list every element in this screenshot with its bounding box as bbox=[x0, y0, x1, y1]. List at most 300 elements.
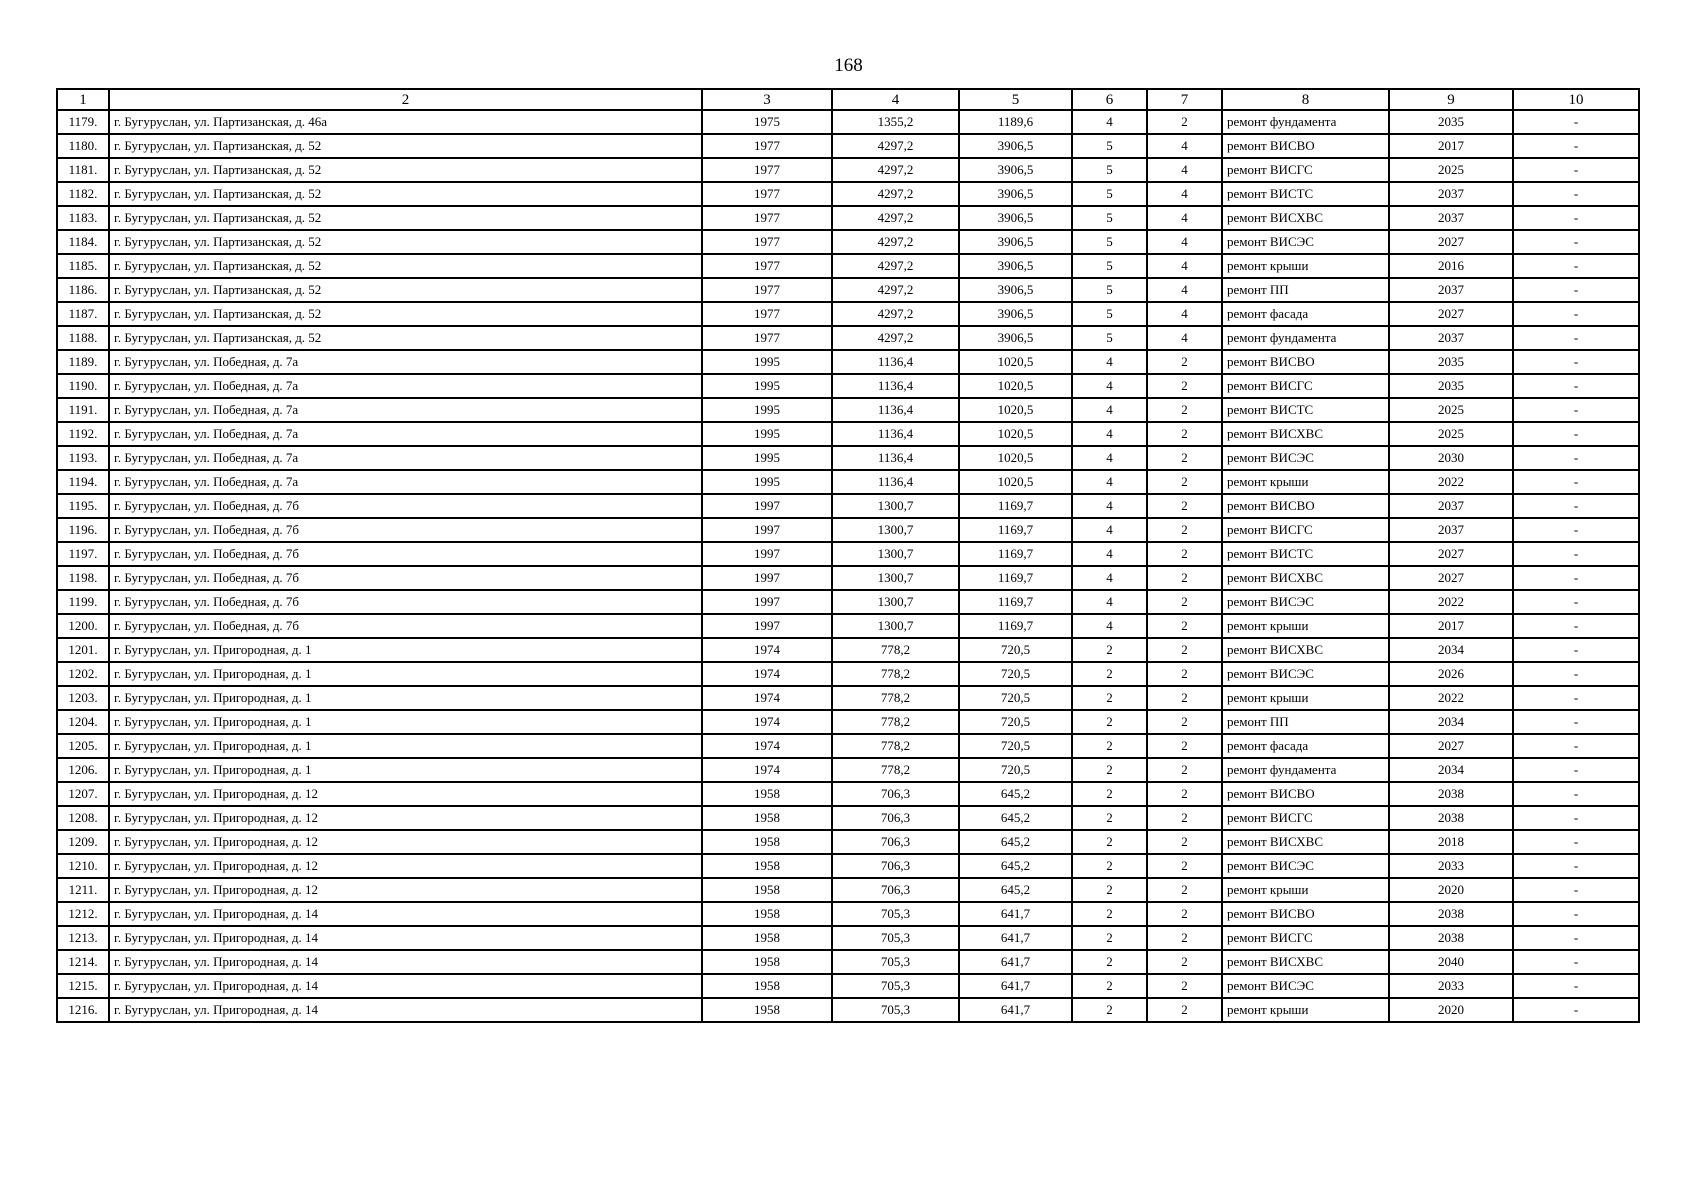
total-area-cell: 1300,7 bbox=[832, 494, 959, 518]
planned-year-cell: 2035 bbox=[1389, 110, 1513, 134]
total-area-cell: 1136,4 bbox=[832, 374, 959, 398]
floors-cell: 5 bbox=[1072, 134, 1147, 158]
note-cell: - bbox=[1513, 662, 1639, 686]
total-area-cell: 1300,7 bbox=[832, 590, 959, 614]
year-cell: 1995 bbox=[702, 446, 832, 470]
address-cell: г. Бугуруслан, ул. Партизанская, д. 52 bbox=[109, 230, 702, 254]
row-number-cell: 1211. bbox=[57, 878, 109, 902]
year-cell: 1997 bbox=[702, 518, 832, 542]
entrances-cell: 2 bbox=[1147, 422, 1222, 446]
entrances-cell: 4 bbox=[1147, 326, 1222, 350]
row-number-cell: 1210. bbox=[57, 854, 109, 878]
address-cell: г. Бугуруслан, ул. Пригородная, д. 14 bbox=[109, 950, 702, 974]
entrances-cell: 2 bbox=[1147, 926, 1222, 950]
total-area-cell: 706,3 bbox=[832, 782, 959, 806]
note-cell: - bbox=[1513, 398, 1639, 422]
table-row bbox=[57, 806, 1639, 830]
planned-year-cell: 2037 bbox=[1389, 518, 1513, 542]
address-cell: г. Бугуруслан, ул. Пригородная, д. 12 bbox=[109, 830, 702, 854]
work-type-cell: ремонт ВИСГС bbox=[1222, 518, 1389, 542]
table-row bbox=[57, 662, 1639, 686]
table-row bbox=[57, 230, 1639, 254]
column-header: 6 bbox=[1072, 89, 1147, 110]
year-cell: 1958 bbox=[702, 806, 832, 830]
year-cell: 1958 bbox=[702, 854, 832, 878]
entrances-cell: 2 bbox=[1147, 734, 1222, 758]
table-row bbox=[57, 926, 1639, 950]
table-row bbox=[57, 902, 1639, 926]
year-cell: 1995 bbox=[702, 398, 832, 422]
planned-year-cell: 2027 bbox=[1389, 542, 1513, 566]
total-area-cell: 1300,7 bbox=[832, 566, 959, 590]
living-area-cell: 1020,5 bbox=[959, 446, 1072, 470]
total-area-cell: 1355,2 bbox=[832, 110, 959, 134]
planned-year-cell: 2025 bbox=[1389, 398, 1513, 422]
entrances-cell: 2 bbox=[1147, 782, 1222, 806]
note-cell: - bbox=[1513, 518, 1639, 542]
floors-cell: 5 bbox=[1072, 182, 1147, 206]
planned-year-cell: 2034 bbox=[1389, 638, 1513, 662]
address-cell: г. Бугуруслан, ул. Победная, д. 7а bbox=[109, 446, 702, 470]
planned-year-cell: 2037 bbox=[1389, 182, 1513, 206]
address-cell: г. Бугуруслан, ул. Победная, д. 7б bbox=[109, 494, 702, 518]
row-number-cell: 1194. bbox=[57, 470, 109, 494]
row-number-cell: 1201. bbox=[57, 638, 109, 662]
table-row bbox=[57, 398, 1639, 422]
year-cell: 1958 bbox=[702, 974, 832, 998]
row-number-cell: 1198. bbox=[57, 566, 109, 590]
floors-cell: 4 bbox=[1072, 446, 1147, 470]
work-type-cell: ремонт ВИСВО bbox=[1222, 902, 1389, 926]
floors-cell: 2 bbox=[1072, 806, 1147, 830]
note-cell: - bbox=[1513, 206, 1639, 230]
entrances-cell: 2 bbox=[1147, 830, 1222, 854]
table-row bbox=[57, 854, 1639, 878]
note-cell: - bbox=[1513, 158, 1639, 182]
planned-year-cell: 2026 bbox=[1389, 662, 1513, 686]
floors-cell: 2 bbox=[1072, 662, 1147, 686]
work-type-cell: ремонт ВИСТС bbox=[1222, 542, 1389, 566]
entrances-cell: 2 bbox=[1147, 638, 1222, 662]
living-area-cell: 720,5 bbox=[959, 710, 1072, 734]
living-area-cell: 1169,7 bbox=[959, 518, 1072, 542]
work-type-cell: ремонт фундамента bbox=[1222, 110, 1389, 134]
living-area-cell: 1169,7 bbox=[959, 542, 1072, 566]
work-type-cell: ремонт ПП bbox=[1222, 710, 1389, 734]
total-area-cell: 1136,4 bbox=[832, 446, 959, 470]
table-row bbox=[57, 614, 1639, 638]
entrances-cell: 4 bbox=[1147, 278, 1222, 302]
note-cell: - bbox=[1513, 926, 1639, 950]
floors-cell: 4 bbox=[1072, 566, 1147, 590]
entrances-cell: 4 bbox=[1147, 206, 1222, 230]
planned-year-cell: 2027 bbox=[1389, 302, 1513, 326]
note-cell: - bbox=[1513, 566, 1639, 590]
row-number-cell: 1189. bbox=[57, 350, 109, 374]
note-cell: - bbox=[1513, 614, 1639, 638]
floors-cell: 4 bbox=[1072, 494, 1147, 518]
planned-year-cell: 2017 bbox=[1389, 134, 1513, 158]
data-table bbox=[56, 88, 1640, 1023]
table-row bbox=[57, 470, 1639, 494]
total-area-cell: 4297,2 bbox=[832, 278, 959, 302]
floors-cell: 2 bbox=[1072, 878, 1147, 902]
year-cell: 1977 bbox=[702, 254, 832, 278]
planned-year-cell: 2027 bbox=[1389, 230, 1513, 254]
living-area-cell: 641,7 bbox=[959, 974, 1072, 998]
row-number-cell: 1214. bbox=[57, 950, 109, 974]
address-cell: г. Бугуруслан, ул. Победная, д. 7а bbox=[109, 422, 702, 446]
living-area-cell: 720,5 bbox=[959, 734, 1072, 758]
address-cell: г. Бугуруслан, ул. Пригородная, д. 1 bbox=[109, 710, 702, 734]
column-header: 5 bbox=[959, 89, 1072, 110]
table-row bbox=[57, 302, 1639, 326]
address-cell: г. Бугуруслан, ул. Пригородная, д. 1 bbox=[109, 662, 702, 686]
year-cell: 1997 bbox=[702, 614, 832, 638]
total-area-cell: 706,3 bbox=[832, 806, 959, 830]
year-cell: 1997 bbox=[702, 566, 832, 590]
living-area-cell: 3906,5 bbox=[959, 158, 1072, 182]
note-cell: - bbox=[1513, 254, 1639, 278]
work-type-cell: ремонт ВИСХВС bbox=[1222, 422, 1389, 446]
entrances-cell: 4 bbox=[1147, 158, 1222, 182]
entrances-cell: 2 bbox=[1147, 950, 1222, 974]
work-type-cell: ремонт ПП bbox=[1222, 278, 1389, 302]
total-area-cell: 778,2 bbox=[832, 758, 959, 782]
floors-cell: 2 bbox=[1072, 854, 1147, 878]
year-cell: 1974 bbox=[702, 686, 832, 710]
total-area-cell: 4297,2 bbox=[832, 158, 959, 182]
row-number-cell: 1202. bbox=[57, 662, 109, 686]
address-cell: г. Бугуруслан, ул. Пригородная, д. 14 bbox=[109, 974, 702, 998]
note-cell: - bbox=[1513, 830, 1639, 854]
table-row bbox=[57, 326, 1639, 350]
total-area-cell: 778,2 bbox=[832, 638, 959, 662]
address-cell: г. Бугуруслан, ул. Победная, д. 7б bbox=[109, 518, 702, 542]
row-number-cell: 1188. bbox=[57, 326, 109, 350]
table-row bbox=[57, 998, 1639, 1022]
work-type-cell: ремонт ВИСЭС bbox=[1222, 662, 1389, 686]
total-area-cell: 706,3 bbox=[832, 830, 959, 854]
entrances-cell: 2 bbox=[1147, 614, 1222, 638]
living-area-cell: 1020,5 bbox=[959, 350, 1072, 374]
entrances-cell: 4 bbox=[1147, 302, 1222, 326]
planned-year-cell: 2037 bbox=[1389, 206, 1513, 230]
work-type-cell: ремонт фасада bbox=[1222, 734, 1389, 758]
column-header: 9 bbox=[1389, 89, 1513, 110]
living-area-cell: 3906,5 bbox=[959, 326, 1072, 350]
row-number-cell: 1213. bbox=[57, 926, 109, 950]
table-row bbox=[57, 758, 1639, 782]
year-cell: 1977 bbox=[702, 302, 832, 326]
floors-cell: 4 bbox=[1072, 518, 1147, 542]
note-cell: - bbox=[1513, 542, 1639, 566]
floors-cell: 2 bbox=[1072, 782, 1147, 806]
living-area-cell: 641,7 bbox=[959, 998, 1072, 1022]
column-header: 2 bbox=[109, 89, 702, 110]
note-cell: - bbox=[1513, 230, 1639, 254]
year-cell: 1974 bbox=[702, 710, 832, 734]
note-cell: - bbox=[1513, 302, 1639, 326]
year-cell: 1958 bbox=[702, 830, 832, 854]
total-area-cell: 778,2 bbox=[832, 686, 959, 710]
total-area-cell: 4297,2 bbox=[832, 182, 959, 206]
planned-year-cell: 2020 bbox=[1389, 878, 1513, 902]
work-type-cell: ремонт крыши bbox=[1222, 998, 1389, 1022]
row-number-cell: 1184. bbox=[57, 230, 109, 254]
row-number-cell: 1182. bbox=[57, 182, 109, 206]
note-cell: - bbox=[1513, 878, 1639, 902]
row-number-cell: 1205. bbox=[57, 734, 109, 758]
year-cell: 1958 bbox=[702, 926, 832, 950]
work-type-cell: ремонт крыши bbox=[1222, 614, 1389, 638]
planned-year-cell: 2034 bbox=[1389, 710, 1513, 734]
work-type-cell: ремонт ВИСЭС bbox=[1222, 446, 1389, 470]
total-area-cell: 706,3 bbox=[832, 854, 959, 878]
entrances-cell: 2 bbox=[1147, 566, 1222, 590]
living-area-cell: 1020,5 bbox=[959, 422, 1072, 446]
total-area-cell: 778,2 bbox=[832, 734, 959, 758]
living-area-cell: 3906,5 bbox=[959, 230, 1072, 254]
year-cell: 1977 bbox=[702, 134, 832, 158]
year-cell: 1977 bbox=[702, 182, 832, 206]
address-cell: г. Бугуруслан, ул. Пригородная, д. 14 bbox=[109, 902, 702, 926]
floors-cell: 4 bbox=[1072, 374, 1147, 398]
year-cell: 1958 bbox=[702, 878, 832, 902]
floors-cell: 2 bbox=[1072, 686, 1147, 710]
living-area-cell: 3906,5 bbox=[959, 254, 1072, 278]
note-cell: - bbox=[1513, 326, 1639, 350]
planned-year-cell: 2040 bbox=[1389, 950, 1513, 974]
work-type-cell: ремонт крыши bbox=[1222, 878, 1389, 902]
year-cell: 1977 bbox=[702, 326, 832, 350]
row-number-cell: 1216. bbox=[57, 998, 109, 1022]
address-cell: г. Бугуруслан, ул. Пригородная, д. 12 bbox=[109, 782, 702, 806]
address-cell: г. Бугуруслан, ул. Победная, д. 7а bbox=[109, 374, 702, 398]
table-row bbox=[57, 686, 1639, 710]
planned-year-cell: 2037 bbox=[1389, 494, 1513, 518]
entrances-cell: 2 bbox=[1147, 446, 1222, 470]
total-area-cell: 1136,4 bbox=[832, 470, 959, 494]
entrances-cell: 4 bbox=[1147, 254, 1222, 278]
work-type-cell: ремонт ВИСГС bbox=[1222, 806, 1389, 830]
address-cell: г. Бугуруслан, ул. Победная, д. 7а bbox=[109, 350, 702, 374]
planned-year-cell: 2022 bbox=[1389, 686, 1513, 710]
note-cell: - bbox=[1513, 686, 1639, 710]
floors-cell: 2 bbox=[1072, 830, 1147, 854]
living-area-cell: 1169,7 bbox=[959, 566, 1072, 590]
year-cell: 1977 bbox=[702, 278, 832, 302]
floors-cell: 4 bbox=[1072, 350, 1147, 374]
header-row bbox=[57, 89, 1639, 110]
entrances-cell: 2 bbox=[1147, 686, 1222, 710]
planned-year-cell: 2038 bbox=[1389, 806, 1513, 830]
table-row bbox=[57, 710, 1639, 734]
year-cell: 1995 bbox=[702, 374, 832, 398]
address-cell: г. Бугуруслан, ул. Пригородная, д. 1 bbox=[109, 734, 702, 758]
floors-cell: 2 bbox=[1072, 974, 1147, 998]
table-row bbox=[57, 110, 1639, 134]
floors-cell: 2 bbox=[1072, 998, 1147, 1022]
year-cell: 1958 bbox=[702, 998, 832, 1022]
note-cell: - bbox=[1513, 902, 1639, 926]
year-cell: 1974 bbox=[702, 734, 832, 758]
entrances-cell: 2 bbox=[1147, 518, 1222, 542]
floors-cell: 2 bbox=[1072, 950, 1147, 974]
year-cell: 1974 bbox=[702, 662, 832, 686]
planned-year-cell: 2037 bbox=[1389, 278, 1513, 302]
address-cell: г. Бугуруслан, ул. Пригородная, д. 12 bbox=[109, 878, 702, 902]
planned-year-cell: 2017 bbox=[1389, 614, 1513, 638]
column-header: 7 bbox=[1147, 89, 1222, 110]
total-area-cell: 1300,7 bbox=[832, 518, 959, 542]
living-area-cell: 645,2 bbox=[959, 806, 1072, 830]
row-number-cell: 1180. bbox=[57, 134, 109, 158]
floors-cell: 4 bbox=[1072, 398, 1147, 422]
year-cell: 1958 bbox=[702, 902, 832, 926]
table-row bbox=[57, 182, 1639, 206]
living-area-cell: 3906,5 bbox=[959, 302, 1072, 326]
page-number: 168 bbox=[834, 55, 863, 76]
total-area-cell: 706,3 bbox=[832, 878, 959, 902]
note-cell: - bbox=[1513, 806, 1639, 830]
note-cell: - bbox=[1513, 782, 1639, 806]
floors-cell: 2 bbox=[1072, 902, 1147, 926]
living-area-cell: 1169,7 bbox=[959, 494, 1072, 518]
living-area-cell: 1020,5 bbox=[959, 398, 1072, 422]
entrances-cell: 4 bbox=[1147, 230, 1222, 254]
table-row bbox=[57, 950, 1639, 974]
planned-year-cell: 2035 bbox=[1389, 374, 1513, 398]
planned-year-cell: 2025 bbox=[1389, 422, 1513, 446]
floors-cell: 4 bbox=[1072, 110, 1147, 134]
table-row bbox=[57, 878, 1639, 902]
work-type-cell: ремонт ВИСХВС bbox=[1222, 206, 1389, 230]
address-cell: г. Бугуруслан, ул. Победная, д. 7б bbox=[109, 566, 702, 590]
planned-year-cell: 2018 bbox=[1389, 830, 1513, 854]
note-cell: - bbox=[1513, 494, 1639, 518]
row-number-cell: 1207. bbox=[57, 782, 109, 806]
floors-cell: 2 bbox=[1072, 758, 1147, 782]
floors-cell: 2 bbox=[1072, 734, 1147, 758]
work-type-cell: ремонт ВИСТС bbox=[1222, 398, 1389, 422]
floors-cell: 4 bbox=[1072, 590, 1147, 614]
planned-year-cell: 2022 bbox=[1389, 470, 1513, 494]
total-area-cell: 778,2 bbox=[832, 710, 959, 734]
table-row bbox=[57, 206, 1639, 230]
table-row bbox=[57, 158, 1639, 182]
total-area-cell: 1136,4 bbox=[832, 398, 959, 422]
total-area-cell: 4297,2 bbox=[832, 302, 959, 326]
row-number-cell: 1183. bbox=[57, 206, 109, 230]
work-type-cell: ремонт ВИСХВС bbox=[1222, 950, 1389, 974]
entrances-cell: 2 bbox=[1147, 974, 1222, 998]
note-cell: - bbox=[1513, 422, 1639, 446]
entrances-cell: 2 bbox=[1147, 662, 1222, 686]
living-area-cell: 645,2 bbox=[959, 854, 1072, 878]
work-type-cell: ремонт ВИСВО bbox=[1222, 494, 1389, 518]
address-cell: г. Бугуруслан, ул. Победная, д. 7а bbox=[109, 470, 702, 494]
living-area-cell: 720,5 bbox=[959, 662, 1072, 686]
address-cell: г. Бугуруслан, ул. Пригородная, д. 14 bbox=[109, 926, 702, 950]
work-type-cell: ремонт крыши bbox=[1222, 470, 1389, 494]
table-row bbox=[57, 518, 1639, 542]
year-cell: 1977 bbox=[702, 206, 832, 230]
address-cell: г. Бугуруслан, ул. Партизанская, д. 52 bbox=[109, 134, 702, 158]
row-number-cell: 1209. bbox=[57, 830, 109, 854]
work-type-cell: ремонт ВИСВО bbox=[1222, 134, 1389, 158]
living-area-cell: 645,2 bbox=[959, 782, 1072, 806]
row-number-cell: 1200. bbox=[57, 614, 109, 638]
living-area-cell: 3906,5 bbox=[959, 278, 1072, 302]
table-row bbox=[57, 782, 1639, 806]
entrances-cell: 2 bbox=[1147, 494, 1222, 518]
entrances-cell: 2 bbox=[1147, 998, 1222, 1022]
note-cell: - bbox=[1513, 350, 1639, 374]
total-area-cell: 705,3 bbox=[832, 926, 959, 950]
floors-cell: 4 bbox=[1072, 542, 1147, 566]
living-area-cell: 3906,5 bbox=[959, 134, 1072, 158]
row-number-cell: 1191. bbox=[57, 398, 109, 422]
floors-cell: 2 bbox=[1072, 926, 1147, 950]
note-cell: - bbox=[1513, 590, 1639, 614]
address-cell: г. Бугуруслан, ул. Партизанская, д. 52 bbox=[109, 302, 702, 326]
table-row bbox=[57, 734, 1639, 758]
year-cell: 1995 bbox=[702, 350, 832, 374]
total-area-cell: 4297,2 bbox=[832, 206, 959, 230]
row-number-cell: 1215. bbox=[57, 974, 109, 998]
note-cell: - bbox=[1513, 998, 1639, 1022]
year-cell: 1995 bbox=[702, 422, 832, 446]
note-cell: - bbox=[1513, 734, 1639, 758]
note-cell: - bbox=[1513, 134, 1639, 158]
address-cell: г. Бугуруслан, ул. Пригородная, д. 12 bbox=[109, 806, 702, 830]
entrances-cell: 4 bbox=[1147, 182, 1222, 206]
work-type-cell: ремонт ВИСВО bbox=[1222, 350, 1389, 374]
living-area-cell: 641,7 bbox=[959, 926, 1072, 950]
floors-cell: 5 bbox=[1072, 302, 1147, 326]
work-type-cell: ремонт ВИСЭС bbox=[1222, 230, 1389, 254]
table-row bbox=[57, 374, 1639, 398]
row-number-cell: 1199. bbox=[57, 590, 109, 614]
row-number-cell: 1179. bbox=[57, 110, 109, 134]
planned-year-cell: 2016 bbox=[1389, 254, 1513, 278]
work-type-cell: ремонт фундамента bbox=[1222, 758, 1389, 782]
year-cell: 1977 bbox=[702, 230, 832, 254]
row-number-cell: 1186. bbox=[57, 278, 109, 302]
work-type-cell: ремонт ВИСВО bbox=[1222, 782, 1389, 806]
address-cell: г. Бугуруслан, ул. Пригородная, д. 14 bbox=[109, 998, 702, 1022]
planned-year-cell: 2027 bbox=[1389, 734, 1513, 758]
table-row bbox=[57, 254, 1639, 278]
column-header: 4 bbox=[832, 89, 959, 110]
planned-year-cell: 2034 bbox=[1389, 758, 1513, 782]
floors-cell: 5 bbox=[1072, 326, 1147, 350]
floors-cell: 5 bbox=[1072, 254, 1147, 278]
entrances-cell: 2 bbox=[1147, 470, 1222, 494]
work-type-cell: ремонт ВИСГС bbox=[1222, 158, 1389, 182]
address-cell: г. Бугуруслан, ул. Партизанская, д. 52 bbox=[109, 158, 702, 182]
row-number-cell: 1196. bbox=[57, 518, 109, 542]
row-number-cell: 1193. bbox=[57, 446, 109, 470]
total-area-cell: 705,3 bbox=[832, 974, 959, 998]
note-cell: - bbox=[1513, 638, 1639, 662]
table-row bbox=[57, 974, 1639, 998]
note-cell: - bbox=[1513, 950, 1639, 974]
total-area-cell: 778,2 bbox=[832, 662, 959, 686]
row-number-cell: 1212. bbox=[57, 902, 109, 926]
work-type-cell: ремонт фундамента bbox=[1222, 326, 1389, 350]
